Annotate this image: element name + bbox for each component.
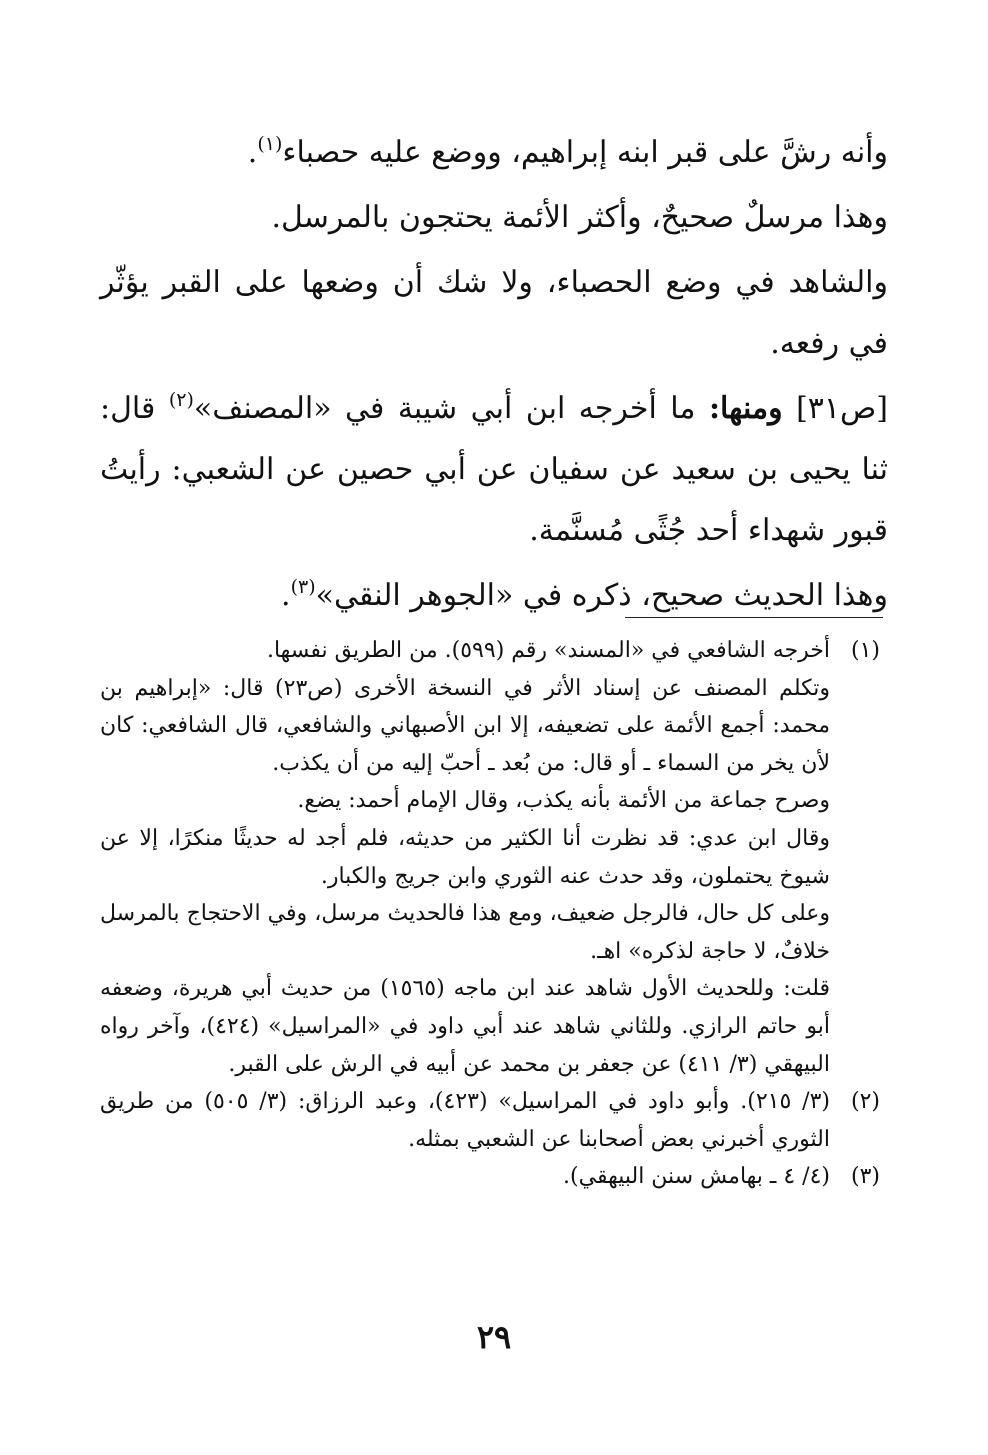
paragraph-4	[100, 378, 888, 561]
paragraph-1	[100, 122, 888, 183]
footnote-2	[100, 1083, 880, 1158]
paragraph-1-text: وأنه رشَّ على قبر ابنه إبراهيم، ووضع عليه حصباء	[282, 135, 888, 170]
footnote-number: (٢)	[850, 1089, 880, 1115]
footnote-body	[100, 1158, 830, 1196]
paragraph-3: والشاهد في وضع الحصباء، ولا شك أن وضعها على القبر يؤثّر في رفعه.	[100, 265, 888, 361]
footnote-ref-2: (٢)	[168, 389, 194, 411]
footnote-paragraph: (٤/ ٤ ـ بهامش سنن البيهقي).	[563, 1164, 830, 1190]
page-number: ٢٩	[476, 1318, 512, 1356]
footnote-paragraph: وقال ابن عدي: قد نظرت أنا الكثير من حديثه، فلم أجد له حديثًا منكرًا، إلا عن شيوخ يحتملون، وقد حدث عنه الثوري وابن جريج والكبار.	[100, 825, 830, 889]
footnote-number: (١)	[850, 638, 880, 663]
paragraph-4-text-a: ما أخرجه ابن أبي شيبة في «المصنف»	[193, 391, 696, 426]
page-marker: [ص٣١]	[796, 391, 888, 426]
paragraph-4-text-b: قال: ثنا يحيى بن سعيد عن سفيان عن أبي حصين عن الشعبي: رأيتُ قبور شهداء أحد جُثًى مُسنَّمة.	[100, 391, 888, 548]
footnote-separator	[625, 617, 883, 618]
paragraph-5-end: .	[281, 578, 291, 613]
paragraph-5-text: وهذا الحديث صحيح، ذكره في «الجوهر النقي»	[315, 578, 888, 613]
footnote-paragraph: أخرجه الشافعي في «المسند» رقم (٥٩٩). من الطريق نفسها.	[266, 638, 830, 663]
footnote-body	[100, 1083, 830, 1158]
paragraph-1-end: .	[247, 135, 258, 170]
footnote-paragraph: وصرح جماعة من الأئمة بأنه يكذب، وقال الإمام أحمد: يضع.	[297, 788, 830, 814]
footnote-paragraph: (٣/ ٢١٥). وأبو داود في المراسيل» (٤٢٣)، وعبد الرزاق: (٣/ ٥٠٥) من طريق الثوري أخبرني بعض أصحابنا عن الشعبي بمثله.	[100, 1089, 830, 1152]
footnote-ref-3: (٣)	[290, 576, 316, 598]
footnote-3	[100, 1158, 880, 1196]
main-text	[100, 122, 888, 626]
footnote-number: (٣)	[850, 1164, 880, 1190]
footnote-paragraph: وتكلم المصنف عن إسناد الأثر في النسخة الأخرى (ص٢٣) قال: «إبراهيم بن محمد: أجمع الأئمة على تضعيفه، إلا ابن الأصبهاني والشافعي، قال الشافعي: كان لأن يخر من السماء ـ أو قال: من بُعد ـ أحبّ إليه من أن يكذب.	[100, 675, 830, 776]
footnote-1	[100, 632, 880, 1083]
footnote-paragraph: قلت: وللحديث الأول شاهد عند ابن ماجه (١٥٦٥) من حديث أبي هريرة، وضعفه أبو حاتم الرازي. وللثاني شاهد عند أبي داود في «المراسيل» (٤٢٤)، وآخر رواه البيهقي (٣/ ٤١١) عن جعفر بن محمد عن أبيه في الرش على القبر.	[100, 976, 831, 1077]
paragraph-4-bold-lead: ومنها:	[708, 391, 783, 426]
footnotes	[100, 632, 880, 1196]
footnote-ref-1: (١)	[257, 133, 283, 155]
footnote-paragraph: وعلى كل حال، فالرجل ضعيف، ومع هذا فالحديث مرسل، وفي الاحتجاج بالمرسل خلافٌ، لا حاجة لذكره» اهـ.	[100, 901, 830, 964]
footnote-body	[100, 632, 830, 1083]
paragraph-2: وهذا مرسلٌ صحيحٌ، وأكثر الأئمة يحتجون بالمرسل.	[271, 200, 888, 235]
